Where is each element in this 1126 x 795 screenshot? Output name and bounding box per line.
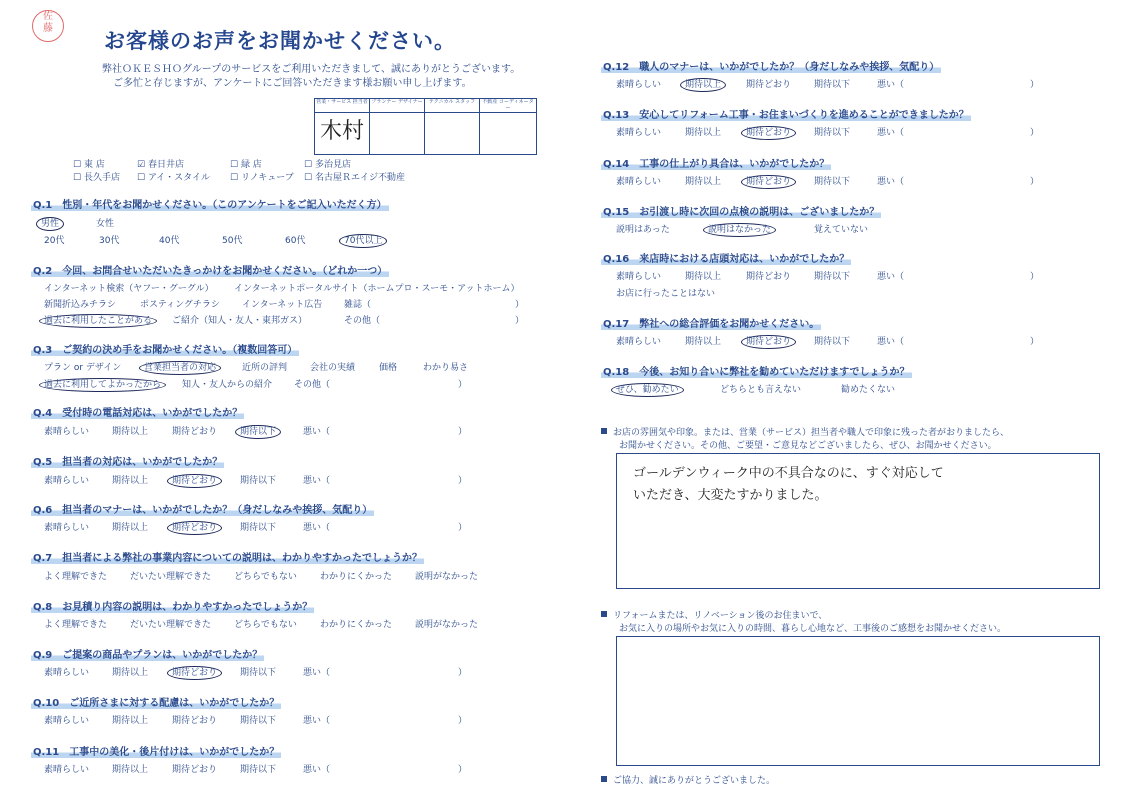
q7-option-neutral[interactable]: どちらでもない <box>234 572 297 582</box>
q1-option-30s[interactable]: 30代 <box>99 236 120 246</box>
intro-line-2: ご多忙と存じますが、アンケートにご回答いただきます様お願い申し上げます。 <box>113 78 472 89</box>
q15-heading: Q.15 お引渡し時に次回の点検の説明は、ございましたか？ <box>601 203 881 218</box>
q17-option-excellent[interactable]: 素晴らしい <box>616 337 662 347</box>
q11-bad-close: ） <box>458 765 468 775</box>
q15-option-not-explained[interactable]: 説明はなかった <box>708 222 771 235</box>
q16-option-never-visited[interactable]: お店に行ったことはない <box>616 289 716 299</box>
q5-option-expected[interactable]: 期待どおり <box>172 473 217 486</box>
q2-option-flyer[interactable]: 新聞折込みチラシ <box>44 300 117 310</box>
q3-option-sales-rep[interactable]: 営業担当者の対応 <box>144 360 216 373</box>
q16-option-bad[interactable]: 悪い（ <box>877 272 905 282</box>
q3-option-referral[interactable]: 知人・友人からの紹介 <box>182 380 273 390</box>
q5-option-above[interactable]: 期待以上 <box>112 476 149 486</box>
shop-checkbox-istyle[interactable]: ☐ アイ・スタイル <box>137 173 210 183</box>
q4-heading: Q.4 受付時の電話対応は、いかがでしたか？ <box>31 404 244 419</box>
q4-option-excellent[interactable]: 素晴らしい <box>44 427 90 437</box>
q15-option-explained[interactable]: 説明はあった <box>616 225 670 235</box>
q9-option-excellent[interactable]: 素晴らしい <box>44 668 90 678</box>
q8-heading: Q.8 お見積り内容の説明は、わかりやすかったでしょうか？ <box>31 598 314 613</box>
q4-option-above[interactable]: 期待以上 <box>112 427 149 437</box>
q2-option-magazine[interactable]: 雑誌（ <box>344 300 372 310</box>
staff-planner-cell[interactable] <box>370 113 425 154</box>
staff-realestate-cell[interactable] <box>480 113 536 154</box>
q18-heading: Q.18 今後、お知り合いに弊社を勧めていただけますでしょうか？ <box>601 363 912 378</box>
comment2-prompt-line1: リフォームまたは、リノベーション後のお住まいで、 <box>601 608 827 621</box>
q11-option-above[interactable]: 期待以上 <box>112 765 149 775</box>
staff-header-technical: テクニカル スタッフ <box>425 99 480 113</box>
q13-option-excellent[interactable]: 素晴らしい <box>616 128 662 138</box>
q9-option-expected[interactable]: 期待どおり <box>172 665 217 678</box>
q4-bad-close: ） <box>458 427 468 437</box>
q5-option-bad[interactable]: 悪い（ <box>303 476 331 486</box>
q1-heading: Q.1 性別・年代をお聞かせください。（このアンケートをご記入いただく方） <box>31 196 389 211</box>
q2-option-referral[interactable]: ご紹介（知人・友人・東邦ガス） <box>172 316 308 326</box>
q8-option-unclear[interactable]: わかりにくかった <box>320 620 393 630</box>
q10-bad-close: ） <box>458 716 468 726</box>
q17-option-above[interactable]: 期待以上 <box>685 337 722 347</box>
q6-option-below[interactable]: 期待以下 <box>240 523 277 533</box>
q1-option-40s[interactable]: 40代 <box>159 236 180 246</box>
comment1-answer-line2: いただき、大変たすかりました。 <box>633 488 828 503</box>
q14-option-expected[interactable]: 期待どおり <box>746 174 791 187</box>
q14-heading: Q.14 工事の仕上がり具合は、いかがでしたか？ <box>601 155 831 170</box>
q10-option-above[interactable]: 期待以上 <box>112 716 149 726</box>
q16-option-below[interactable]: 期待以下 <box>814 272 851 282</box>
q4-option-expected[interactable]: 期待どおり <box>172 427 218 437</box>
q3-option-price[interactable]: 価格 <box>379 363 398 373</box>
shop-checkbox-higashi[interactable]: ☐ 東 店 <box>73 160 105 170</box>
q9-heading: Q.9 ご提案の商品やプランは、いかがでしたか？ <box>31 646 264 661</box>
q9-option-bad[interactable]: 悪い（ <box>303 668 331 678</box>
q13-bad-close: ） <box>1030 128 1040 138</box>
staff-header-planner: プランナー デザイナー <box>370 99 425 113</box>
q4-option-below[interactable]: 期待以下 <box>240 424 276 437</box>
thanks-footer: ご協力、誠にありがとうございました。 <box>601 773 775 786</box>
q7-option-none[interactable]: 説明がなかった <box>415 572 479 582</box>
q1-option-60s[interactable]: 60代 <box>285 236 306 246</box>
q3-option-plan-design[interactable]: プラン or デザイン <box>44 363 122 373</box>
q9-bad-close: ） <box>458 668 468 678</box>
q7-option-mostly[interactable]: だいたい理解できた <box>130 572 212 582</box>
q9-option-below[interactable]: 期待以下 <box>240 668 277 678</box>
staff-table <box>314 98 537 155</box>
page-title: お客様のお声をお聞かせください。 <box>104 29 456 53</box>
q14-option-above[interactable]: 期待以上 <box>685 177 722 187</box>
q10-option-excellent[interactable]: 素晴らしい <box>44 716 90 726</box>
shop-checkbox-nagakute[interactable]: ☐ 長久手店 <box>73 173 120 183</box>
q8-option-none[interactable]: 説明がなかった <box>415 620 479 630</box>
q17-option-expected[interactable]: 期待どおり <box>746 334 791 347</box>
q3-option-other[interactable]: その他（ <box>294 380 331 390</box>
q10-heading: Q.10 ご近所さまに対する配慮は、いかがでしたか？ <box>31 694 281 709</box>
hanko-stamp: 佐 藤 <box>32 10 64 42</box>
q10-option-expected[interactable]: 期待どおり <box>172 716 218 726</box>
q1-option-70s-plus[interactable]: 70代以上 <box>344 233 382 246</box>
q2-magazine-close: ） <box>515 300 525 310</box>
q5-option-below[interactable]: 期待以下 <box>240 476 277 486</box>
q2-option-web-ad[interactable]: インターネット広告 <box>242 300 323 310</box>
q16-option-excellent[interactable]: 素晴らしい <box>616 272 662 282</box>
q17-option-bad[interactable]: 悪い（ <box>877 337 905 347</box>
q2-option-other[interactable]: その他（ <box>344 316 381 326</box>
shop-checkbox-midori[interactable]: ☐ 緑 店 <box>230 160 262 170</box>
q10-option-bad[interactable]: 悪い（ <box>303 716 331 726</box>
q18-option-not-recommend[interactable]: 勧めたくない <box>841 385 896 395</box>
q10-option-below[interactable]: 期待以下 <box>240 716 277 726</box>
staff-sales-cell[interactable] <box>315 113 370 154</box>
q13-option-below[interactable]: 期待以下 <box>814 128 851 138</box>
comment1-prompt-line2: お聞かせください。その他、ご要望・ご意見などございましたら、ぜひ、お聞かせください。 <box>619 441 997 451</box>
q2-option-portal[interactable]: インターネットポータルサイト（ホームプロ・スーモ・アットホーム） <box>234 284 520 294</box>
q11-option-excellent[interactable]: 素晴らしい <box>44 765 90 775</box>
q6-bad-close: ） <box>458 523 468 533</box>
intro-line-1: 弊社ＯＫＥＳＨＯグループのサービスをご利用いただきまして、誠にありがとうございます。 <box>102 64 521 75</box>
q3-other-close: ） <box>458 380 468 390</box>
q16-heading: Q.16 来店時における店頭対応は、いかがでしたか？ <box>601 250 851 265</box>
q12-heading: Q.12 職人のマナーは、いかがでしたか？（身だしなみや挨拶、気配り） <box>601 58 941 73</box>
shop-checkbox-renocube[interactable]: ☐ リノキューブ <box>230 173 294 183</box>
comment1-textarea[interactable] <box>616 453 1100 589</box>
bullet-square-icon <box>601 776 607 782</box>
q16-bad-close: ） <box>1030 272 1040 282</box>
shop-checkbox-nagoya-rage[interactable]: ☐ 名古屋Ｒエイジ不動産 <box>304 173 405 183</box>
q16-option-expected[interactable]: 期待どおり <box>746 272 792 282</box>
q12-bad-close: ） <box>1030 80 1040 90</box>
staff-header-realestate: 不動産 コーディネーター <box>480 99 536 113</box>
q13-option-above[interactable]: 期待以上 <box>685 128 722 138</box>
bullet-square-icon <box>601 428 607 434</box>
q5-option-excellent[interactable]: 素晴らしい <box>44 476 90 486</box>
q12-option-bad[interactable]: 悪い（ <box>877 80 905 90</box>
q11-option-expected[interactable]: 期待どおり <box>172 765 218 775</box>
q3-option-clarity[interactable]: わかり易さ <box>423 363 469 373</box>
q12-option-expected[interactable]: 期待どおり <box>746 80 792 90</box>
q1-option-female[interactable]: 女性 <box>96 219 115 229</box>
q2-option-used-before[interactable]: 過去に利用したことがある <box>44 313 152 326</box>
q11-option-bad[interactable]: 悪い（ <box>303 765 331 775</box>
q4-option-bad[interactable]: 悪い（ <box>303 427 331 437</box>
q14-bad-close: ） <box>1030 177 1040 187</box>
q6-option-excellent[interactable]: 素晴らしい <box>44 523 90 533</box>
staff-technical-cell[interactable] <box>425 113 480 154</box>
q18-option-recommend[interactable]: ぜひ、勧めたい <box>616 382 679 395</box>
q1-option-male[interactable]: 男性 <box>41 216 59 229</box>
shop-checkbox-tajimi[interactable]: ☐ 多治見店 <box>304 160 351 170</box>
q15-option-dont-remember[interactable]: 覚えていない <box>814 225 869 235</box>
q3-heading: Q.3 ご契約の決め手をお聞かせください。（複数回答可） <box>31 341 299 356</box>
bullet-square-icon <box>601 611 607 617</box>
q3-option-past-good[interactable]: 過去に利用してよかったから <box>44 377 161 390</box>
q2-heading: Q.2 今回、お問合せいただいたきっかけをお聞かせください。（どれか一つ） <box>31 262 389 277</box>
q3-option-reputation[interactable]: 近所の評判 <box>242 363 288 373</box>
q1-option-20s[interactable]: 20代 <box>44 236 65 246</box>
comment1-answer-line1: ゴールデンウィーク中の不具合なのに、すぐ対応して <box>633 466 944 481</box>
q16-option-above[interactable]: 期待以上 <box>685 272 722 282</box>
q2-other-close: ） <box>515 316 525 326</box>
q3-option-track-record[interactable]: 会社の実績 <box>310 363 356 373</box>
q18-option-neutral[interactable]: どちらとも言えない <box>720 385 802 395</box>
q7-heading: Q.7 担当者による弊社の事業内容についての説明は、わかりやすかったでしょうか？ <box>31 549 424 564</box>
q13-option-expected[interactable]: 期待どおり <box>746 125 791 138</box>
q8-option-neutral[interactable]: どちらでもない <box>234 620 297 630</box>
q5-bad-close: ） <box>458 476 468 486</box>
q7-option-unclear[interactable]: わかりにくかった <box>320 572 393 582</box>
q11-heading: Q.11 工事中の美化・後片付けは、いかがでしたか？ <box>31 743 281 758</box>
q6-option-above[interactable]: 期待以上 <box>112 523 149 533</box>
q17-bad-close: ） <box>1030 337 1040 347</box>
q14-option-excellent[interactable]: 素晴らしい <box>616 177 662 187</box>
q8-option-well[interactable]: よく理解できた <box>44 620 108 630</box>
q2-option-search[interactable]: インターネット検索（ヤフー・グーグル） <box>44 284 214 294</box>
comment2-textarea[interactable] <box>616 636 1100 766</box>
q6-option-expected[interactable]: 期待どおり <box>172 520 217 533</box>
q11-option-below[interactable]: 期待以下 <box>240 765 277 775</box>
q12-option-above[interactable]: 期待以上 <box>685 77 721 90</box>
q6-option-bad[interactable]: 悪い（ <box>303 523 331 533</box>
staff-header-sales: 営業・サービス 担当者 <box>315 99 370 113</box>
comment1-prompt-line1: お店の雰囲気や印象。または、営業（サービス）担当者や職人で印象に残った者がおりましたら、 <box>601 425 1009 438</box>
staff-name-handwritten: 木村 <box>319 119 364 144</box>
q14-option-below[interactable]: 期待以下 <box>814 177 851 187</box>
q13-option-bad[interactable]: 悪い（ <box>877 128 905 138</box>
q17-option-below[interactable]: 期待以下 <box>814 337 851 347</box>
q1-option-50s[interactable]: 50代 <box>222 236 243 246</box>
q6-heading: Q.6 担当者のマナーは、いかがでしたか？（身だしなみや挨拶、気配り） <box>31 501 374 516</box>
q14-option-bad[interactable]: 悪い（ <box>877 177 905 187</box>
comment2-prompt-line2: お気に入りの場所やお気に入りの時間、暮らし心地など、工事後のご感想をお聞かせください。 <box>619 624 1007 634</box>
shop-checkbox-kasugai[interactable]: ☑ 春日井店 <box>137 160 184 170</box>
q5-heading: Q.5 担当者の対応は、いかがでしたか？ <box>31 453 224 468</box>
q12-option-below[interactable]: 期待以下 <box>814 80 851 90</box>
q17-heading: Q.17 弊社への総合評価をお聞かせください。 <box>601 315 821 330</box>
q13-heading: Q.13 安心してリフォーム工事・お住まいづくりを進めることができましたか？ <box>601 106 971 121</box>
q2-option-posting[interactable]: ポスティングチラシ <box>140 300 220 310</box>
q7-option-well[interactable]: よく理解できた <box>44 572 108 582</box>
q8-option-mostly[interactable]: だいたい理解できた <box>130 620 212 630</box>
q9-option-above[interactable]: 期待以上 <box>112 668 149 678</box>
q12-option-excellent[interactable]: 素晴らしい <box>616 80 662 90</box>
